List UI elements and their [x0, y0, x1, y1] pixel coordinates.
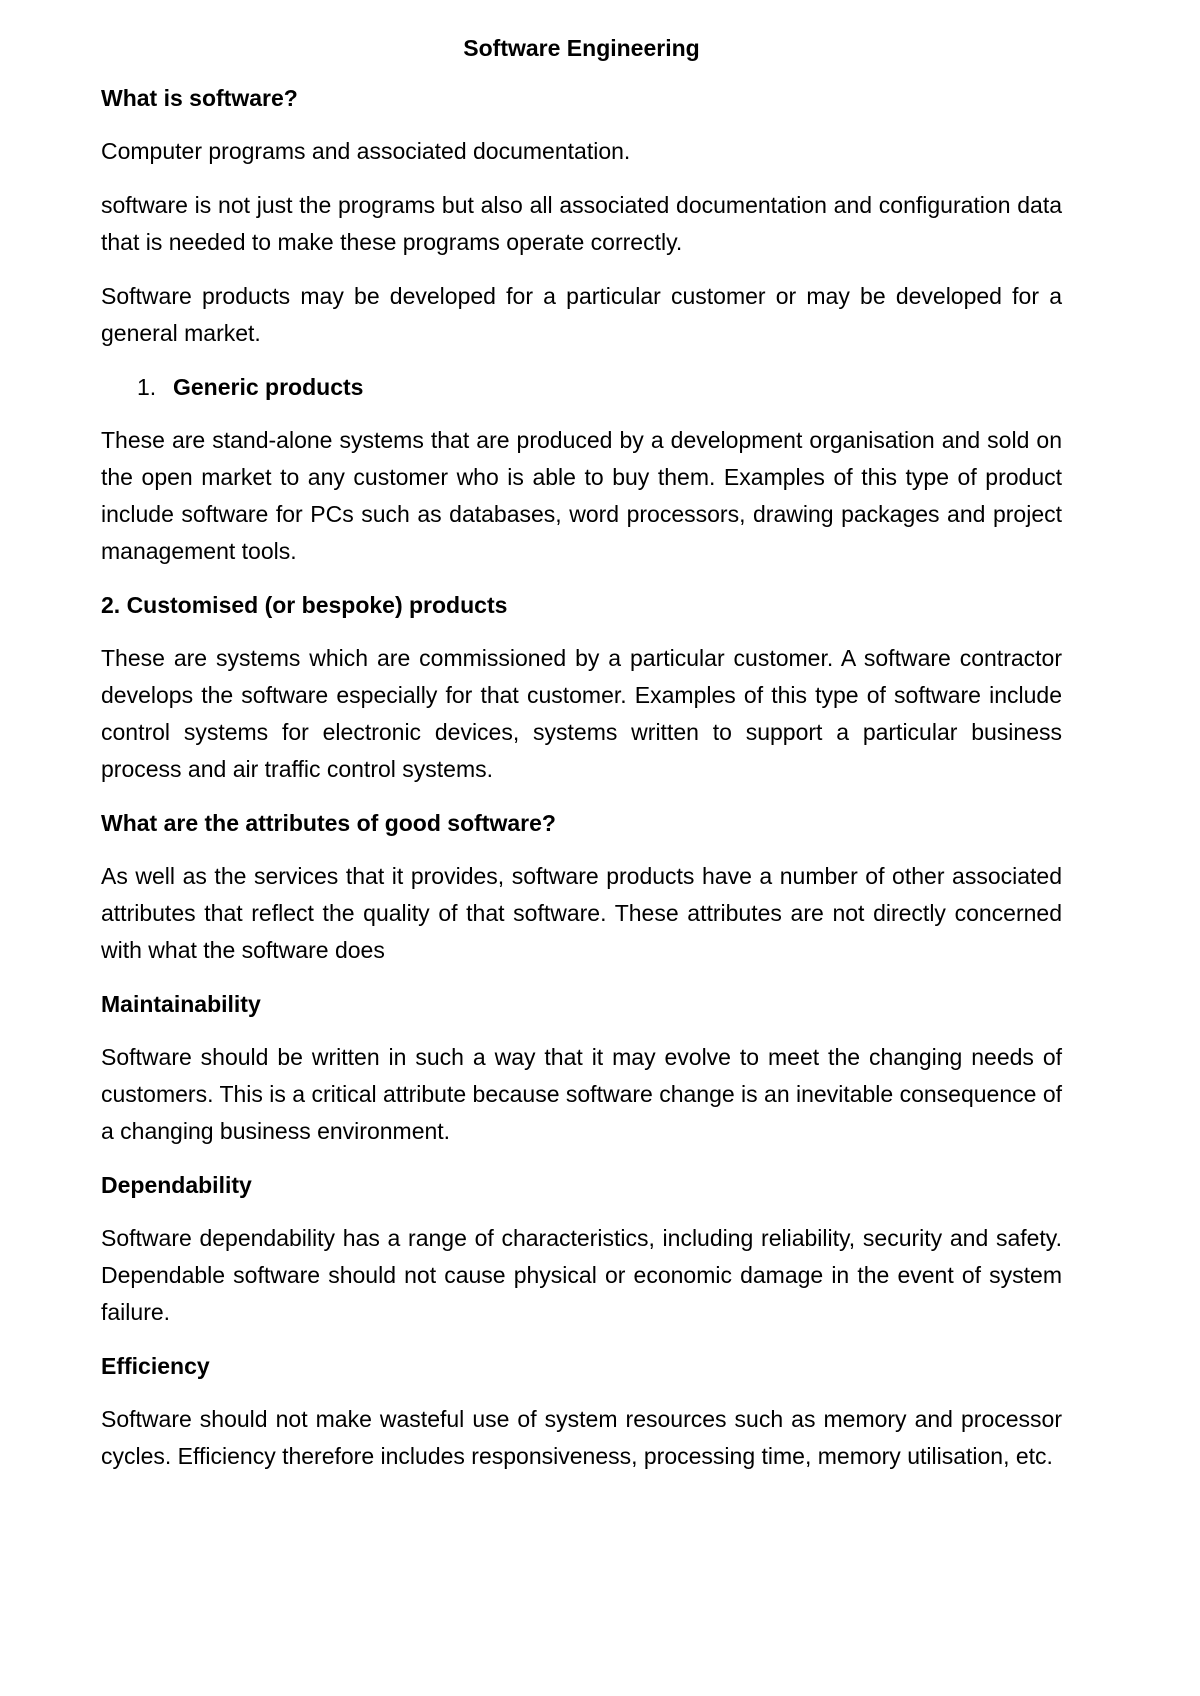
paragraph-customised-products: These are systems which are commissioned by a particular customer. A software contractor develops the software especially for that customer. Examples of this type of software include control systems for electronic devices, systems written to support a particular business process and air traffic control systems.: [101, 645, 1062, 782]
paragraph-not-just-programs: software is not just the programs but also all associated documentation and configuration data that is needed to make these programs operate correctly.: [101, 192, 1062, 255]
heading-what-is-software: What is software?: [101, 85, 298, 111]
heading-dependability: Dependability: [101, 1172, 252, 1198]
paragraph-generic-products: These are stand-alone systems that are produced by a development organisation and sold on the open market to any customer who is able to buy them. Examples of this type of product include software for PCs such as databases, word processors, drawing packages and project management tools.: [101, 427, 1062, 564]
heading-maintainability: Maintainability: [101, 991, 261, 1017]
page-title: Software Engineering: [463, 35, 700, 61]
list-number: 1.: [137, 374, 157, 400]
paragraph-software-products: Software products may be developed for a particular customer or may be developed for a general market.: [101, 283, 1062, 346]
paragraph-efficiency: Software should not make wasteful use of system resources such as memory and processor cycles. Efficiency therefore includes responsiveness, processing time, memory utilisation, etc.: [101, 1406, 1062, 1469]
heading-generic-products: [101, 369, 1062, 405]
heading-attributes: What are the attributes of good software?: [101, 810, 556, 836]
document-page: [101, 30, 1062, 1492]
paragraph-dependability: Software dependability has a range of characteristics, including reliability, security and safety. Dependable software should not cause physical or economic damage in the event of system failure.: [101, 1225, 1062, 1325]
heading-customised-products: 2. Customised (or bespoke) products: [101, 592, 508, 618]
heading-generic-products-label: Generic products: [173, 374, 364, 400]
paragraph-definition: Computer programs and associated documentation.: [101, 138, 631, 164]
paragraph-maintainability: Software should be written in such a way that it may evolve to meet the changing needs of customers. This is a critical attribute because software change is an inevitable consequence of a changing business environment.: [101, 1044, 1062, 1144]
heading-efficiency: Efficiency: [101, 1353, 210, 1379]
paragraph-attributes: As well as the services that it provides, software products have a number of other associated attributes that reflect the quality of that software. These attributes are not directly concerned with what the software does: [101, 863, 1062, 963]
